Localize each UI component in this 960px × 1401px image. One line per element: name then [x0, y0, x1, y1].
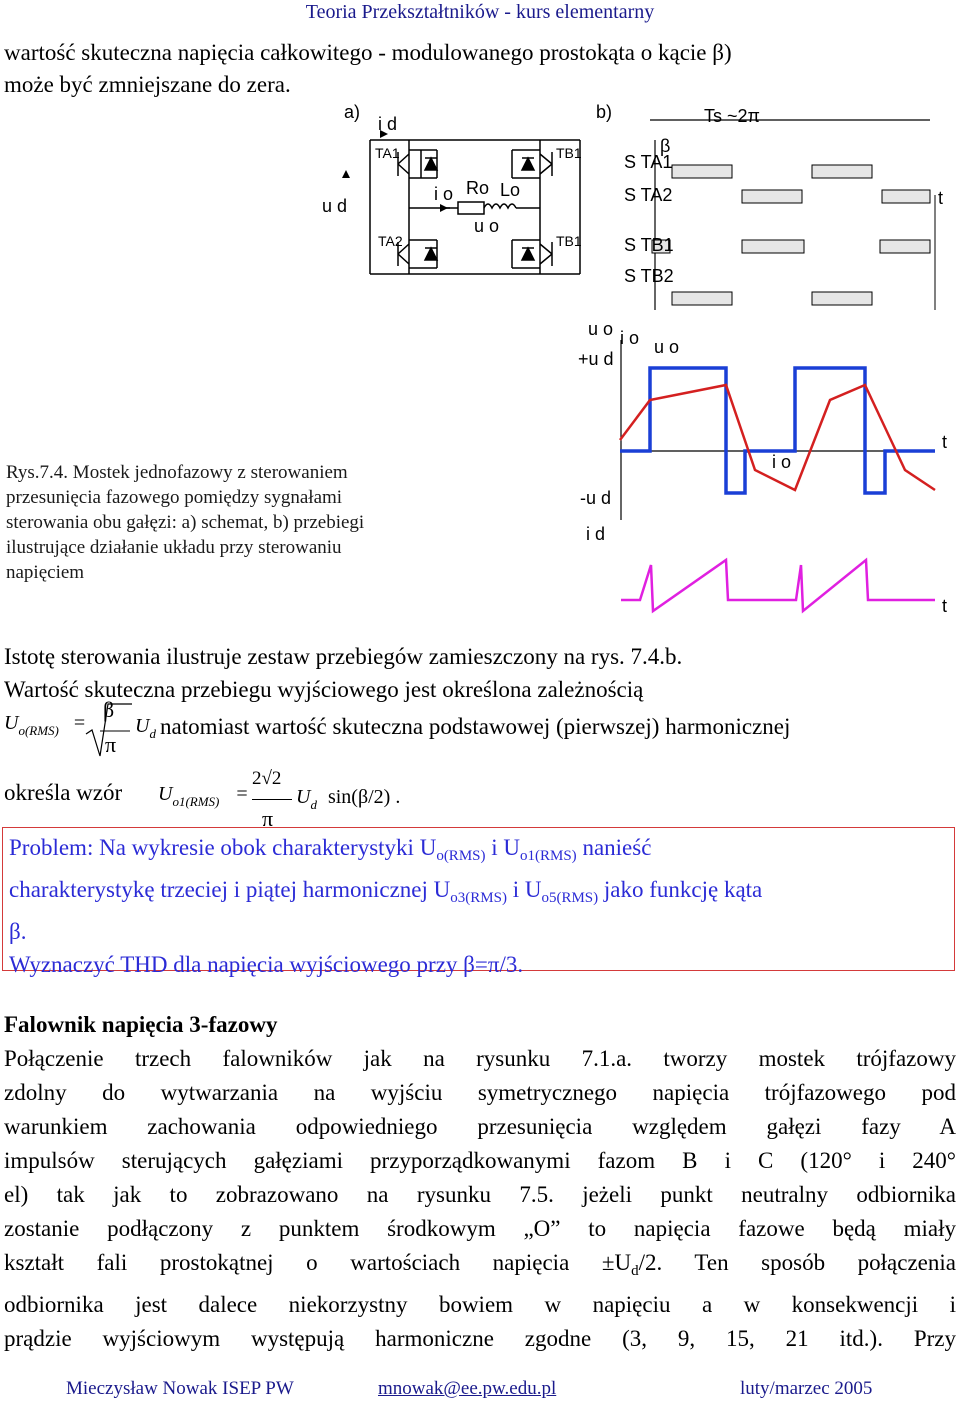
sqrt-sign [84, 700, 134, 760]
eq2-lhs: U [158, 783, 173, 805]
id-waveform [621, 560, 935, 611]
intro-line-1: wartość skuteczna napięcia całkowitego - modulowanego prostokąta o kącie β) [4, 40, 732, 65]
body-line: prądzie wyjściowym występują harmoniczne zgodne (3, 9, 15, 21 itd.). Przy [4, 1326, 956, 1351]
email-link[interactable]: mnowak@ee.pw.edu.pl [378, 1378, 557, 1399]
body-line-7-start: kształt fali prostokątnej o wartościach napięcia ±U [4, 1250, 632, 1275]
problem-line-2 [9, 873, 948, 915]
label-ud: u d [322, 196, 348, 216]
circuit-schematic [370, 140, 580, 274]
label-t-signals: t [938, 188, 944, 208]
eq1-lhs-sub: o(RMS) [18, 723, 59, 738]
eq1-rhs [135, 715, 156, 742]
io-waveform [620, 385, 935, 490]
footer-author: Mieczysław Nowak ISEP PW [66, 1378, 294, 1399]
caption-line: napięciem [6, 562, 85, 583]
body-line: el) tak jak to zobrazowano na rysunku 7.5. jeżeli punkt neutralny odbiornika [4, 1182, 956, 1207]
caption-line: ilustrujące działanie układu przy sterowaniu [6, 537, 342, 558]
body-line: odbiornika jest dalece niekorzystny bowiem w napięciu a w konsekwencji i [4, 1292, 956, 1317]
label-ro: Ro [466, 178, 490, 198]
eq1-rhs-sub: d [149, 726, 156, 741]
problem-text: i U [485, 835, 520, 860]
paragraph-4: określa wzór [4, 780, 123, 805]
paragraph-1: Istotę sterowania ilustruje zestaw przebiegów zamieszczony na rys. 7.4.b. [4, 644, 683, 669]
body-line: warunkiem zachowania odpowiedniego przesunięcia względem gałęzi fazy A [4, 1114, 956, 1139]
label-s-tb2: S TB2 [624, 266, 674, 286]
label-id-axis: i d [586, 524, 606, 544]
eq2-rhs-sub: d [310, 797, 317, 812]
problem-sub: o(RMS) [436, 848, 486, 864]
label-id: i d [378, 114, 398, 134]
caption-line: Rys.7.4. Mostek jednofazowy z sterowaniem [6, 462, 348, 483]
figure-caption [6, 460, 476, 585]
eq2-rhs-u: U [296, 786, 311, 808]
eq2-fraction-bar [252, 799, 292, 800]
eq1-denominator: π [105, 732, 117, 757]
eq2-denominator: π [262, 806, 274, 831]
caption-line: sterowania obu gałęzi: a) schemat, b) przebiegi [6, 512, 365, 533]
label-tb1-top: TB1 [556, 145, 582, 161]
label-beta: β [660, 136, 671, 156]
label-lo: Lo [500, 180, 521, 200]
problem-text: nanieść [576, 835, 652, 860]
problem-sub: o5(RMS) [541, 890, 599, 906]
label-ts: Ts ~2π [704, 106, 760, 126]
label-io: i o [434, 184, 454, 204]
problem-text: jako funkcję kąta [598, 877, 763, 902]
label-s-ta2: S TA2 [624, 185, 673, 205]
paragraph-3: natomiast wartość skuteczna podstawowej (pierwszej) harmonicznej [160, 714, 791, 739]
eq1-numerator: β [103, 697, 115, 722]
switching-signals [650, 120, 930, 310]
section-title: Falownik napięcia 3-fazowy [4, 1012, 278, 1037]
body-line: impulsów sterujących gałęziami przyporządkowanymi fazom B i C (120° i 240° [4, 1148, 956, 1173]
problem-text: charakterystykę trzeciej i piątej harmonicznej U [9, 877, 451, 902]
problem-line-3: β. [9, 919, 27, 944]
label-ta1: TA1 [375, 145, 400, 161]
eq1-rhs-u: U [135, 715, 150, 737]
problem-text: Problem: Na wykresie obok charakterystyki U [9, 835, 437, 860]
label-t-wave: t [942, 432, 948, 452]
label-s-ta1: S TA1 [624, 152, 673, 172]
body-line: zostanie podłączony z punktem środkowym „O” to napięcia fazowe będą miały [4, 1216, 956, 1241]
body-line: Połączenie trzech falowników jak na rysunku 7.1.a. tworzy mostek trójfazowy [4, 1046, 956, 1071]
page-header: Teoria Przekształtników - kurs elementarny [305, 1, 655, 23]
label-io-wave: i o [772, 452, 792, 472]
eq1-equals: = [73, 712, 86, 734]
signal-blocks [652, 165, 930, 305]
footer-email[interactable] [378, 1378, 556, 1400]
label-minus-ud: -u d [580, 488, 612, 508]
problem-line-1 [9, 831, 948, 873]
eq2-sin: sin(β/2) . [327, 786, 401, 808]
eq2-numerator: 2√2 [252, 768, 282, 789]
label-uo-axis: u o [588, 319, 614, 339]
label-t-id: t [942, 596, 948, 616]
body-line-7-end: /2. Ten sposób połączenia [638, 1250, 956, 1275]
problem-box [2, 827, 955, 977]
eq1-lhs: U [4, 712, 19, 734]
ud-arrow [342, 170, 350, 178]
eq2-equals: = [236, 783, 248, 805]
problem-sub: o3(RMS) [450, 890, 507, 906]
eq2-rhs [296, 786, 400, 813]
io-arrow [440, 204, 448, 212]
body-line: zdolny do wytwarzania na wyjściu symetrycznego napięcia trójfazowego pod [4, 1080, 956, 1105]
label-s-tb1: S TB1 [624, 235, 674, 255]
footer-date: luty/marzec 2005 [740, 1378, 873, 1399]
eq2-lhs-sub: o1(RMS) [172, 794, 220, 809]
body-line-7 [4, 1246, 956, 1288]
body-line-7-sub: d [631, 1263, 639, 1279]
label-tb1-bottom: TB1 [556, 233, 582, 249]
label-a: a) [344, 102, 361, 122]
label-uo: u o [474, 216, 500, 236]
problem-line-4: Wyznaczyć THD dla napięcia wyjściowego przy β=π/3. [9, 952, 524, 977]
label-b: b) [596, 102, 613, 122]
intro-line-2: może być zmniejszane do zera. [4, 72, 291, 97]
label-ta2: TA2 [378, 233, 403, 249]
paragraph-2: Wartość skuteczna przebiegu wyjściowego jest określona zależnością [4, 677, 644, 702]
problem-sub: o1(RMS) [520, 848, 577, 864]
section-body [4, 1042, 956, 1356]
label-io-axis: i o [620, 328, 640, 348]
problem-text: i U [506, 877, 542, 902]
caption-line: przesunięcia fazowego pomiędzy sygnałami [6, 487, 343, 508]
label-plus-ud: +u d [578, 349, 614, 369]
equation-urms [4, 712, 85, 739]
label-uo-legend: u o [654, 337, 680, 357]
equation-uo1rms [158, 783, 248, 810]
